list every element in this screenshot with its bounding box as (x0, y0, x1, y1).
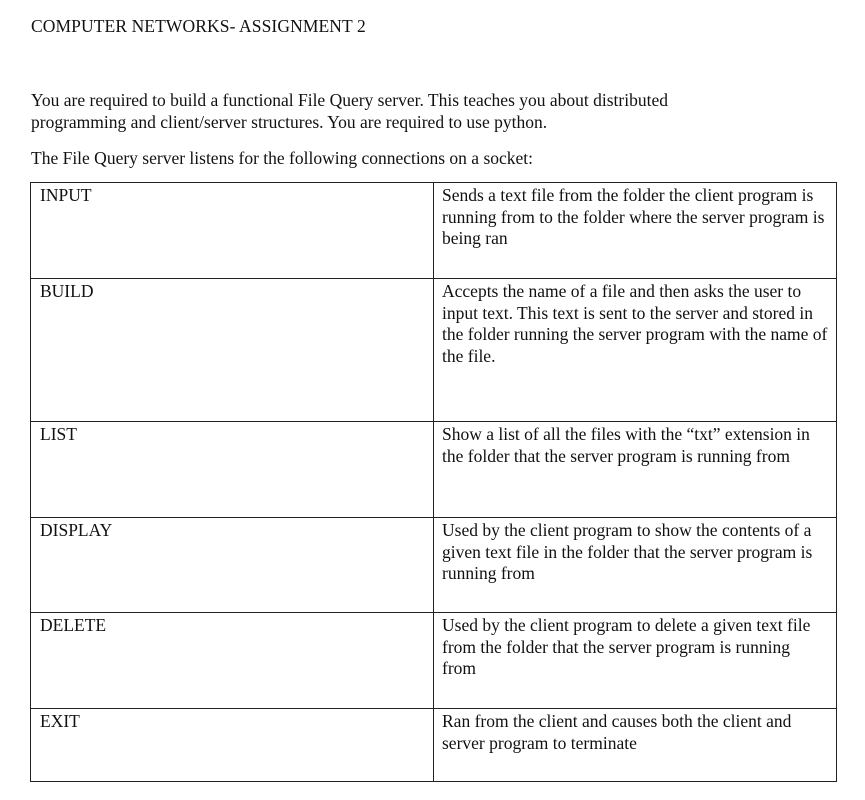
command-description: Sends a text file from the folder the client program is running from to the folder where the server program is being ran (434, 183, 837, 279)
commands-table (30, 182, 837, 782)
command-name: LIST (31, 422, 434, 518)
command-description: Show a list of all the files with the “txt” extension in the folder that the server program is running from (434, 422, 837, 518)
command-description: Used by the client program to delete a given text file from the folder that the server program is running from (434, 613, 837, 709)
command-description: Ran from the client and causes both the client and server program to terminate (434, 709, 837, 782)
command-name: DELETE (31, 613, 434, 709)
command-name: BUILD (31, 279, 434, 422)
command-name: DISPLAY (31, 518, 434, 613)
table-row (31, 422, 837, 518)
intro-line: programming and client/server structures. You are required to use python. (31, 111, 548, 132)
table-row (31, 709, 837, 782)
table-row (31, 279, 837, 422)
intro-line: You are required to build a functional File Query server. This teaches you about distributed (31, 90, 668, 110)
listens-paragraph: The File Query server listens for the following connections on a socket: (31, 148, 534, 168)
table-row (31, 183, 837, 279)
command-name: INPUT (31, 183, 434, 279)
table-row (31, 518, 837, 613)
command-name: EXIT (31, 709, 434, 782)
command-description: Accepts the name of a file and then asks the user to input text. This text is sent to the server and stored in the folder running the server program with the name of the file. (434, 279, 837, 422)
intro-paragraph (31, 90, 821, 133)
document-title: COMPUTER NETWORKS- ASSIGNMENT 2 (31, 16, 366, 36)
command-description: Used by the client program to show the contents of a given text file in the folder that the server program is running from (434, 518, 837, 613)
table-row (31, 613, 837, 709)
